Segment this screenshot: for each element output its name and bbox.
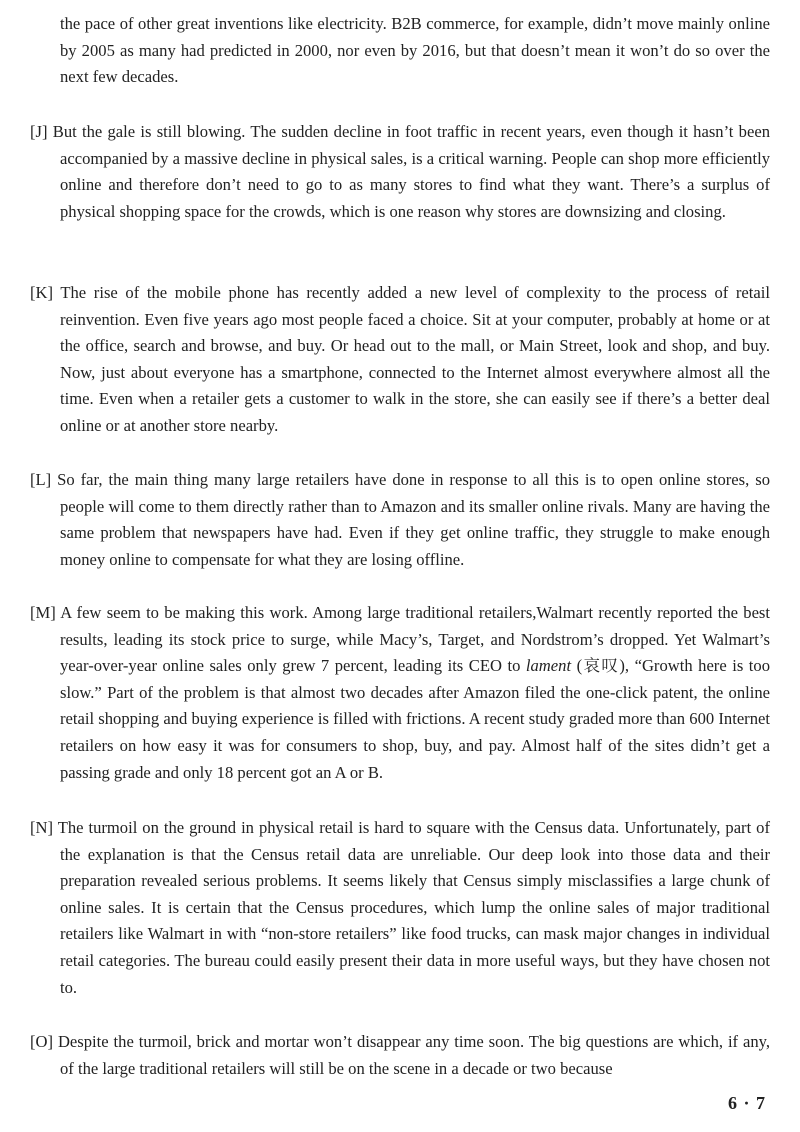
paragraph-continuation [30, 11, 770, 91]
page-number: 6 · 7 [727, 1093, 766, 1113]
paragraph-m [30, 600, 770, 786]
paragraph-text: But the gale is still blowing. The sudden decline in foot traffic in recent years, even though it hasn’t been accompanied by a massive decline in physical sales, is a critical warning. People can shop more efficiently online and therefore don’t need to go to as many stores to find what they want. There’s a surplus of physical shopping space for the crowds, which is one reason why stores are downsizing and closing. [52, 122, 770, 221]
paragraph-text: Despite the turmoil, brick and mortar won’t disappear any time soon. The big questions are which, if any, of the large traditional retailers will still be on the scene in a decade or two because [57, 1032, 771, 1078]
glossed-word: lament [525, 656, 572, 676]
paragraph-label: [L] [30, 470, 58, 489]
paragraph-text: The turmoil on the ground in physical retail is hard to square with the Census data. Unfortunately, part of the explanation is that the Census retail data are unreliable. Our deep look into those data and their preparation revealed serious problems. It seems likely that Census simply misclassifies a large chunk of online sales. It is certain that the Census procedures, which lump the online sales of major traditional retailers like Walmart in with “non-store retailers” like food trucks, can mask major changes in individual retail categories. The bureau could easily present their data in more useful ways, but they have chosen not to. [57, 818, 770, 997]
paragraph-n [30, 815, 770, 1001]
paragraph-label: [J] [30, 122, 53, 141]
paragraph-k [30, 280, 770, 440]
paragraph-text: So far, the main thing many large retailers have done in response to all this is to open online stores, so people will come to them directly rather than to Amazon and its smaller online rivals. Many are having the same problem that newspapers have had. Even if they get online traffic, they struggle to make enough money online to compensate for what they are losing offline. [57, 470, 770, 569]
paragraph-l [30, 467, 770, 573]
paragraph-label: [M] [30, 603, 61, 622]
paragraph-label: [N] [30, 818, 58, 837]
paragraph-text: the pace of other great inventions like electricity. B2B commerce, for example, didn’t move mainly online by 2005 as many had predicted in 2000, nor even by 2016, but that doesn’t mean it won’t do so over the next few decades. [60, 14, 770, 87]
paragraph-label: [K] [30, 283, 61, 302]
paragraph-o [30, 1029, 770, 1082]
paragraph-j [30, 119, 770, 225]
paragraph-text: The rise of the mobile phone has recently added a new level of complexity to the process of retail reinvention. Even five years ago most people faced a choice. Sit at your computer, probably at home or at the office, search and browse, and buy. Or head out to the mall, or Main Street, look and shop, and buy. Now, just about everyone has a smartphone, connected to the Internet almost everywhere almost all the time. Even when a retailer gets a customer to walk in the store, she can easily see if there’s a better deal online or at another store nearby. [60, 283, 770, 435]
chinese-gloss: (哀叹), [571, 656, 630, 676]
paragraph-text-after: “Growth here is too slow.” Part of the problem is that almost two decades after Amazon filed the one-click patent, the online retail shopping and buying experience is filled with frictions. A recent study graded more than 600 Internet retailers on how easy it was for consumers to shop, buy, and pay. Almost half of the sites didn’t get a passing grade and only 18 percent got an A or B. [60, 656, 770, 782]
paragraph-text-before: A few seem to be making this work. Among large traditional retailers,Walmart recently reported the best results, leading its stock price to surge, while Macy’s, Target, and Nordstrom’s dropped. Yet Walmart’s year-over-year online sales only grew 7 percent, leading its CEO to [60, 603, 771, 676]
paragraph-label: [O] [30, 1032, 58, 1051]
